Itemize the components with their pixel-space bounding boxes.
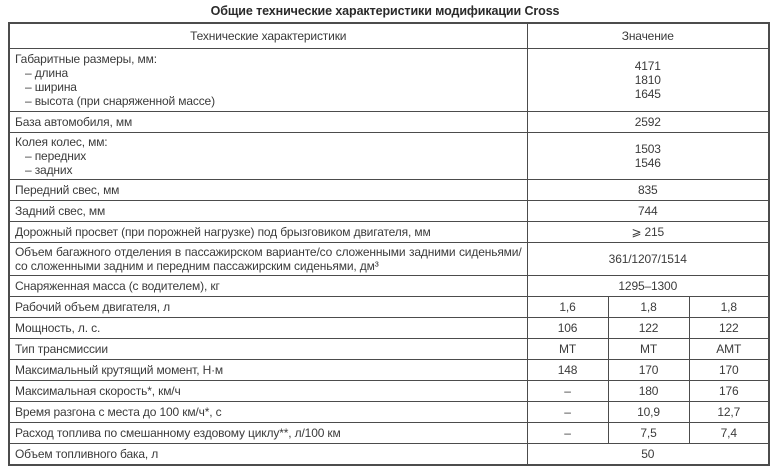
row-sublabel: – передних [25, 149, 87, 163]
table-row [9, 318, 769, 339]
row-label: Рабочий объем двигателя, л [9, 297, 527, 318]
column-header-value: Значение [527, 23, 769, 49]
row-value-col1: 1,6 [527, 297, 608, 318]
table-row [9, 297, 769, 318]
row-value-col3: 7,4 [689, 423, 769, 444]
row-value-col2: 7,5 [608, 423, 689, 444]
table-row [9, 423, 769, 444]
row-value-col1: МТ [527, 339, 608, 360]
row-value-col3: 170 [689, 360, 769, 381]
row-value-line: 4171 [634, 59, 661, 73]
row-value-col3: 176 [689, 381, 769, 402]
table-row [9, 276, 769, 297]
table-row [9, 201, 769, 222]
row-value: 50 [527, 444, 769, 466]
row-value-col1: 148 [527, 360, 608, 381]
row-label [9, 49, 527, 112]
row-label: Максимальная скорость*, км/ч [9, 381, 527, 402]
row-value-col3: 1,8 [689, 297, 769, 318]
page-title: Общие технические характеристики модификации Cross [210, 4, 560, 18]
row-value-col1: – [527, 402, 608, 423]
row-value [527, 133, 769, 180]
row-value-line: 1645 [634, 87, 661, 101]
row-value-col3: 12,7 [689, 402, 769, 423]
row-sublabel: – высота (при снаряженной массе) [25, 94, 215, 108]
row-value: ⩾ 215 [527, 222, 769, 243]
row-sublabel: – длина [25, 66, 68, 80]
row-value-col1: 106 [527, 318, 608, 339]
row-value-line: 1810 [634, 73, 661, 87]
row-label: База автомобиля, мм [9, 112, 527, 133]
row-value-col2: 1,8 [608, 297, 689, 318]
table-row [9, 360, 769, 381]
row-value-line: 1503 [634, 142, 661, 156]
table-header-row [9, 23, 769, 49]
table-row [9, 402, 769, 423]
table-row [9, 444, 769, 466]
row-value-col1: – [527, 381, 608, 402]
row-value-col2: 180 [608, 381, 689, 402]
row-value [527, 49, 769, 112]
row-label-text: Габаритные размеры, мм: [15, 52, 157, 66]
row-value-col2: 10,9 [608, 402, 689, 423]
table-row [9, 222, 769, 243]
row-value-col3: 122 [689, 318, 769, 339]
row-label: Снаряженная масса (с водителем), кг [9, 276, 527, 297]
spec-table [8, 22, 770, 466]
row-label: Тип трансмиссии [9, 339, 527, 360]
row-value: 744 [527, 201, 769, 222]
row-label: Передний свес, мм [9, 180, 527, 201]
row-label: Время разгона с места до 100 км/ч*, с [9, 402, 527, 423]
row-value-col2: 122 [608, 318, 689, 339]
row-label: Объем топливного бака, л [9, 444, 527, 466]
row-sublabel: – задних [25, 163, 73, 177]
row-label: Объем багажного отделения в пассажирском варианте/со сложенными задними сиденьями/со сложенными задним и передним пассажирским сиденьями, дм³ [9, 243, 527, 276]
row-value-col3: АМТ [689, 339, 769, 360]
table-row [9, 49, 769, 112]
row-value-line: 1546 [634, 156, 661, 170]
table-row [9, 133, 769, 180]
table-row [9, 381, 769, 402]
row-value: 361/1207/1514 [527, 243, 769, 276]
row-label: Задний свес, мм [9, 201, 527, 222]
row-value-col2: МТ [608, 339, 689, 360]
table-row [9, 339, 769, 360]
row-value-col2: 170 [608, 360, 689, 381]
column-header-characteristics: Технические характеристики [9, 23, 527, 49]
row-value: 1295–1300 [527, 276, 769, 297]
row-value: 835 [527, 180, 769, 201]
row-value-col1: – [527, 423, 608, 444]
row-label [9, 133, 527, 180]
row-label-text: Колея колес, мм: [15, 135, 108, 149]
row-sublabel: – ширина [25, 80, 77, 94]
table-row [9, 180, 769, 201]
row-label: Дорожный просвет (при порожней нагрузке) под брызговиком двигателя, мм [9, 222, 527, 243]
row-value: 2592 [527, 112, 769, 133]
row-label: Максимальный крутящий момент, Н·м [9, 360, 527, 381]
table-row [9, 112, 769, 133]
table-row [9, 243, 769, 276]
row-label: Расход топлива по смешанному ездовому циклу**, л/100 км [9, 423, 527, 444]
row-label: Мощность, л. с. [9, 318, 527, 339]
